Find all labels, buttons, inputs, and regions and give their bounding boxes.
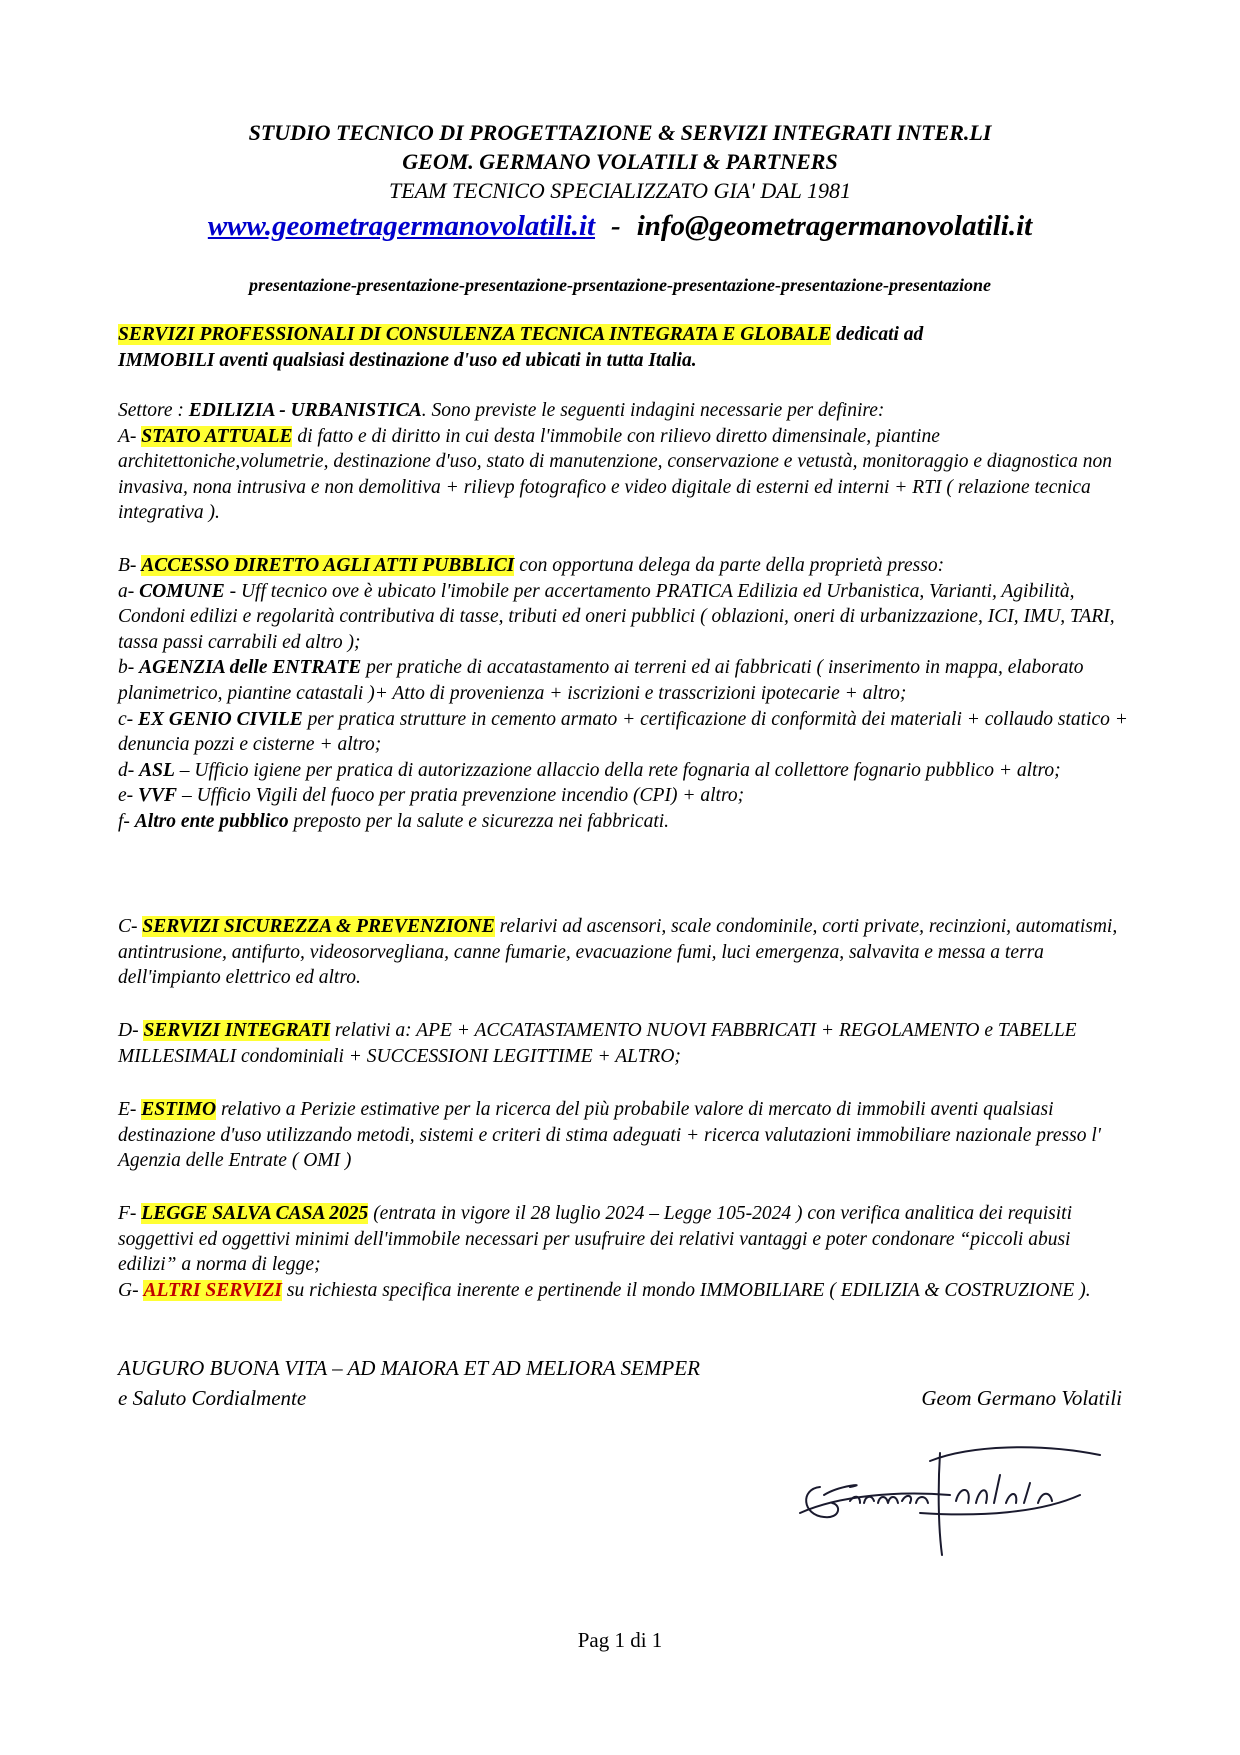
section-a-letter: A-: [118, 425, 142, 447]
section-e-text: relativo a Perizie estimative per la ricerca del più probabile valore di mercato di immobili aventi qualsiasi destinazione d'uso utilizzando metodi, sistemi e criteri di stima adeguati + ricerca valutazioni immobiliare nazionale presso l' Agenzia delle Entrate ( OMI ): [118, 1099, 1101, 1172]
section-g: [118, 1278, 1128, 1304]
studio-partners: GEOM. GERMANO VOLATILI & PARTNERS: [402, 149, 838, 174]
section-b-letter: B-: [118, 555, 142, 576]
list-item-bold: ASL: [139, 759, 175, 781]
presentation-line: presentazione-presentazione-presentazione-prsentazione-presentazione-presentazione-presentazione: [248, 275, 992, 295]
section-d-letter: D-: [118, 1020, 144, 1041]
section-d: [118, 1018, 1128, 1069]
intro-paragraph: [118, 322, 1128, 373]
list-item: [118, 655, 1128, 706]
signer-name: Geom Germano Volatili: [921, 1386, 1122, 1410]
section-c-text: relarivi ad ascensori, scale condominile, corti private, recinzioni, automatismi, antintrusione, antifurto, videosorveglianа, canne fumarie, evacuazione fumi, luci emergenza, salvavita e messa a terra dell'impianto elettrico ed altro.: [118, 916, 1118, 989]
section-a-title: STATO ATTUALE: [141, 425, 293, 447]
list-item-bold: VVF: [138, 785, 178, 807]
list-item-prefix: b-: [118, 657, 140, 679]
closing-greeting: e Saluto Cordialmente: [118, 1386, 307, 1410]
list-item-text: preposto per la salute e sicurezza nei fabbricati.: [288, 810, 670, 832]
list-item-prefix: d-: [118, 759, 140, 781]
section-f-letter: F-: [118, 1203, 142, 1224]
section-c: [118, 914, 1128, 991]
list-item-text: per pratica strutture in cemento armato + certificazione di conformità dei materiali + collaudo statico + denuncia pozzi e cisterne + altro;: [118, 708, 1128, 756]
settore-bold: EDILIZIA - URBANISTICA: [188, 400, 422, 421]
studio-tagline: TEAM TECNICO SPECIALIZZATO GIA' DAL 1981: [388, 178, 852, 203]
list-item-bold: Altro ente pubblico: [134, 810, 289, 832]
list-item-text: - Uff tecnico ove è ubicato l'imobile per accertamento PRATICA Edilizia ed Urbanistica, Varianti, Agibilità, Condoni edilizi e regolarità contributiva di tasse, tributi ed oneri pubblici ( oblazioni, oneri di urbanizzazione, ICI, IMU, TARI, tassa passi carrabili ed altro );: [118, 580, 1115, 653]
section-e: [118, 1097, 1128, 1174]
section-g-title: ALTRI SERVIZI: [143, 1279, 283, 1301]
section-g-letter: G-: [118, 1279, 144, 1301]
section-f: [118, 1201, 1128, 1278]
list-item-bold: COMUNE: [139, 580, 225, 602]
section-f-g: [118, 1201, 1128, 1303]
section-c-title: SERVIZI SICUREZZA & PREVENZIONE: [142, 916, 495, 937]
signature-image: [780, 1425, 1120, 1565]
settore-text: . Sono previste le seguenti indagini necessarie per definire:: [421, 400, 885, 421]
list-item-prefix: f-: [118, 810, 135, 832]
settore-prefix: Settore :: [118, 400, 189, 421]
list-item-prefix: e-: [118, 785, 139, 807]
list-item-text: – Ufficio igiene per pratica di autorizzazione allaccio della rete fognaria al collettore fognario pubblico + altro;: [174, 759, 1061, 781]
section-a-text: di fatto e di diritto in cui desta l'immobile con rilievo diretto dimensinale, piantine architettoniche,volumetrie, destinazione d'uso, stato di manutenzione, conservazione e vetustà, monitoraggio e diagnostica non invasiva, nona intrusiva e non demolitiva + rilievp fotografico e video digitale di esterni ed interni + RTI ( relazione tecnica integrativa ).: [118, 425, 1113, 524]
section-f-title: LEGGE SALVA CASA 2025: [141, 1203, 369, 1224]
list-item-bold: EX GENIO CIVILE: [138, 708, 303, 730]
section-settore: [118, 398, 1128, 526]
studio-title: STUDIO TECNICO DI PROGETTAZIONE & SERVIZI INTEGRATI INTER.LI: [248, 120, 992, 145]
section-d-title: SERVIZI INTEGRATI: [143, 1020, 331, 1041]
website-link[interactable]: www.geometragermanovolatili.it: [207, 210, 596, 242]
email-address: info@geometragermanovolatili.it: [636, 210, 1033, 242]
intro-text-1: dedicati ad: [831, 324, 924, 345]
list-item-text: per pratiche di accatastamento ai terreni ed ai fabbricati ( inserimento in mappa, elaborato planimetrico, piantine catastali )+ Atto di provenienza + iscrizioni e trasscrizioni ipotecarie + altro;: [118, 657, 1084, 704]
intro-text-2: IMMOBILI aventi qualsiasi destinazione d'uso ed ubicati in tutta Italia.: [118, 349, 697, 371]
section-b-title: ACCESSO DIRETTO AGLI ATTI PUBBLICI: [141, 555, 515, 576]
list-item-prefix: a-: [118, 580, 140, 602]
section-e-letter: E-: [118, 1099, 142, 1120]
list-item: [118, 783, 1128, 809]
section-c-letter: C-: [118, 916, 143, 937]
list-item-text: – Ufficio Vigili del fuoco per pratia prevenzione incendio (CPI) + altro;: [177, 785, 745, 807]
intro-highlight: SERVIZI PROFESSIONALI DI CONSULENZA TECNICA INTEGRATA E GLOBALE: [118, 324, 832, 345]
section-b: [118, 553, 1128, 835]
list-item: [118, 579, 1128, 656]
section-b-text: con opportuna delega da parte della proprietà presso:: [514, 555, 945, 576]
closing-motto: AUGURO BUONA VITA – AD MAIORA ET AD MELIORA SEMPER: [118, 1356, 700, 1380]
section-g-text: su richiesta specifica inerente e pertinende il mondo IMMOBILIARE ( EDILIZIA & COSTRUZIONE ).: [282, 1279, 1091, 1301]
list-item: [118, 707, 1128, 758]
section-d-text: relativi a: APE + ACCATASTAMENTO NUOVI FABBRICATI + REGOLAMENTO e TABELLE MILLESIMALI condominiali + SUCCESSIONI LEGITTIME + ALTRO;: [118, 1020, 1077, 1067]
contact-line: [0, 206, 1240, 246]
list-item: [118, 758, 1128, 784]
page-number: Pag 1 di 1: [577, 1628, 663, 1652]
list-item: [118, 809, 1128, 835]
section-f-text: (entrata in vigore il 28 luglio 2024 – Legge 105-2024 ) con verifica analitica dei requisiti soggettivi ed oggettivi minimi dell'immobile necessari per usufruire dei relativi vantaggi e poter condonare “piccoli abusi edilizi” a norma di legge;: [118, 1203, 1073, 1276]
list-item-prefix: c-: [118, 708, 139, 730]
section-a: [118, 424, 1128, 526]
contact-separator: -: [611, 210, 621, 242]
section-e-title: ESTIMO: [141, 1099, 217, 1120]
list-item-bold: AGENZIA delle ENTRATE: [139, 657, 362, 679]
